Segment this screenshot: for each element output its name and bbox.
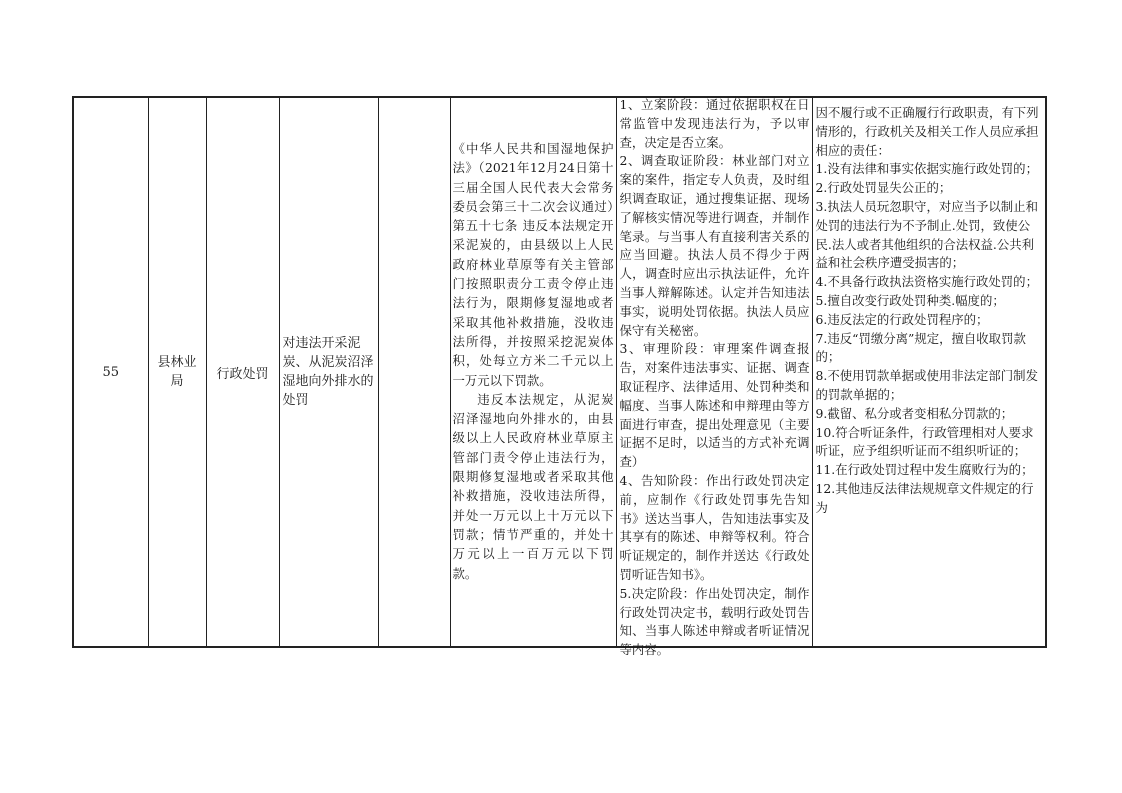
power-list-table (72, 96, 1047, 658)
sub-item (378, 97, 450, 647)
responsibility (813, 98, 1046, 518)
responsibility-item: 11.在行政处罚过程中发生腐败行为的； (815, 462, 1034, 478)
power-type: 行政处罚 (206, 97, 279, 647)
procedure-step: 3、审理阶段：审理案件调查报告，对案件违法事实、证据、调查取证程序、法律适用、处罚种类和幅度、当事人陈述和申辩理由等方面进行审查，提出处理意见（主要证据不足时，以适当的方式补充调查） (619, 341, 810, 470)
legal-basis-cell (450, 97, 616, 647)
responsibility-item: 9.截留、私分或者变相私分罚款的； (815, 405, 1014, 421)
responsibility-item: 3.执法人员玩忽职守，对应当予以制止和处罚的违法行为不予制止.处罚，致使公民.法人或者其他组织的合法权益.公共利益和社会秩序遭受损害的； (815, 198, 1038, 271)
responsibility-cell (812, 97, 1046, 647)
item-name: 对违法开采泥炭、从泥炭沼泽湿地向外排水的处罚 (279, 97, 378, 647)
legal-basis-paragraph: 违反本法规定，从泥炭沼泽湿地向外排水的，由县级以上人民政府林业草原主管部门责令停止违法行为，限期修复湿地或者采取其他补救措施，没收违法所得，并处一万元以上十万元以下罚款；情节严重的，并处十万元以上一百万元以下罚款。 (452, 391, 614, 581)
responsibility-item: 5.擅自改变行政处罚种类.幅度的； (815, 292, 1005, 308)
responsibility-item: 6.违反法定的行政处罚程序的； (815, 311, 989, 327)
procedure (617, 96, 812, 660)
responsibility-item: 10.符合听证条件，行政管理相对人要求听证，应予组织听证而不组织听证的； (815, 424, 1034, 459)
responsibility-item: 1.没有法律和事实依据实施行政处罚的； (815, 161, 1038, 177)
procedure-cell (616, 97, 812, 658)
legal-basis (451, 98, 616, 583)
procedure-step: 1、立案阶段：通过依据职权在日常监管中发现违法行为，予以审查，决定是否立案。 (619, 97, 810, 150)
legal-basis-paragraph: 《中华人民共和国湿地保护法》（2021年12月24日第十三届全国人民代表大会常务委员会第三十二次会议通过）第五十七条 违反本法规定开采泥炭的，由县级以上人民政府林业草原等有关主管部门按照职责分工责令停止违法行为，限期修复湿地或者采取其他补救措施，没收违法所得，并按照采挖泥炭体积，处每立方米二千元以上一万元以下罚款。 (452, 141, 614, 388)
table-row (73, 97, 1046, 647)
department: 县林业局 (148, 97, 206, 647)
procedure-step: 5.决定阶段：作出处罚决定，制作行政处罚决定书，载明行政处罚告知、当事人陈述申辩或者听证情况等内容。 (619, 585, 810, 658)
responsibility-item: 4.不具备行政执法资格实施行政处罚的； (815, 274, 1038, 290)
responsibility-item: 12.其他违反法律法规规章文件规定的行为 (815, 480, 1034, 515)
responsibility-intro: 因不履行或不正确履行行政职责，有下列情形的，行政机关及相关工作人员应承担相应的责任： (815, 105, 1039, 158)
procedure-step: 2、调查取证阶段：林业部门对立案的案件，指定专人负责，及时组织调查取证，通过搜集证据、现场了解核实情况等进行调查，并制作笔录。与当事人有直接利害关系的应当回避。执法人员不得少于两人，调查时应出示执法证件，允许当事人辩解陈述。认定并告知违法事实，说明处罚依据。执法人员应保守有关秘密。 (619, 153, 810, 338)
procedure-step: 4、告知阶段：作出行政处罚决定前，应制作《行政处罚事先告知书》送达当事人，告知违法事实及其享有的陈述、申辩等权利。符合听证规定的，制作并送达《行政处罚听证告知书》。 (619, 472, 810, 582)
responsibility-item: 2.行政处罚显失公正的； (815, 180, 952, 196)
responsibility-item: 8.不使用罚款单据或使用非法定部门制发的罚款单据的； (815, 368, 1038, 402)
responsibility-item: 7.违反“罚缴分离”规定，擅自收取罚款的； (815, 330, 1026, 365)
row-number: 55 (73, 97, 148, 647)
